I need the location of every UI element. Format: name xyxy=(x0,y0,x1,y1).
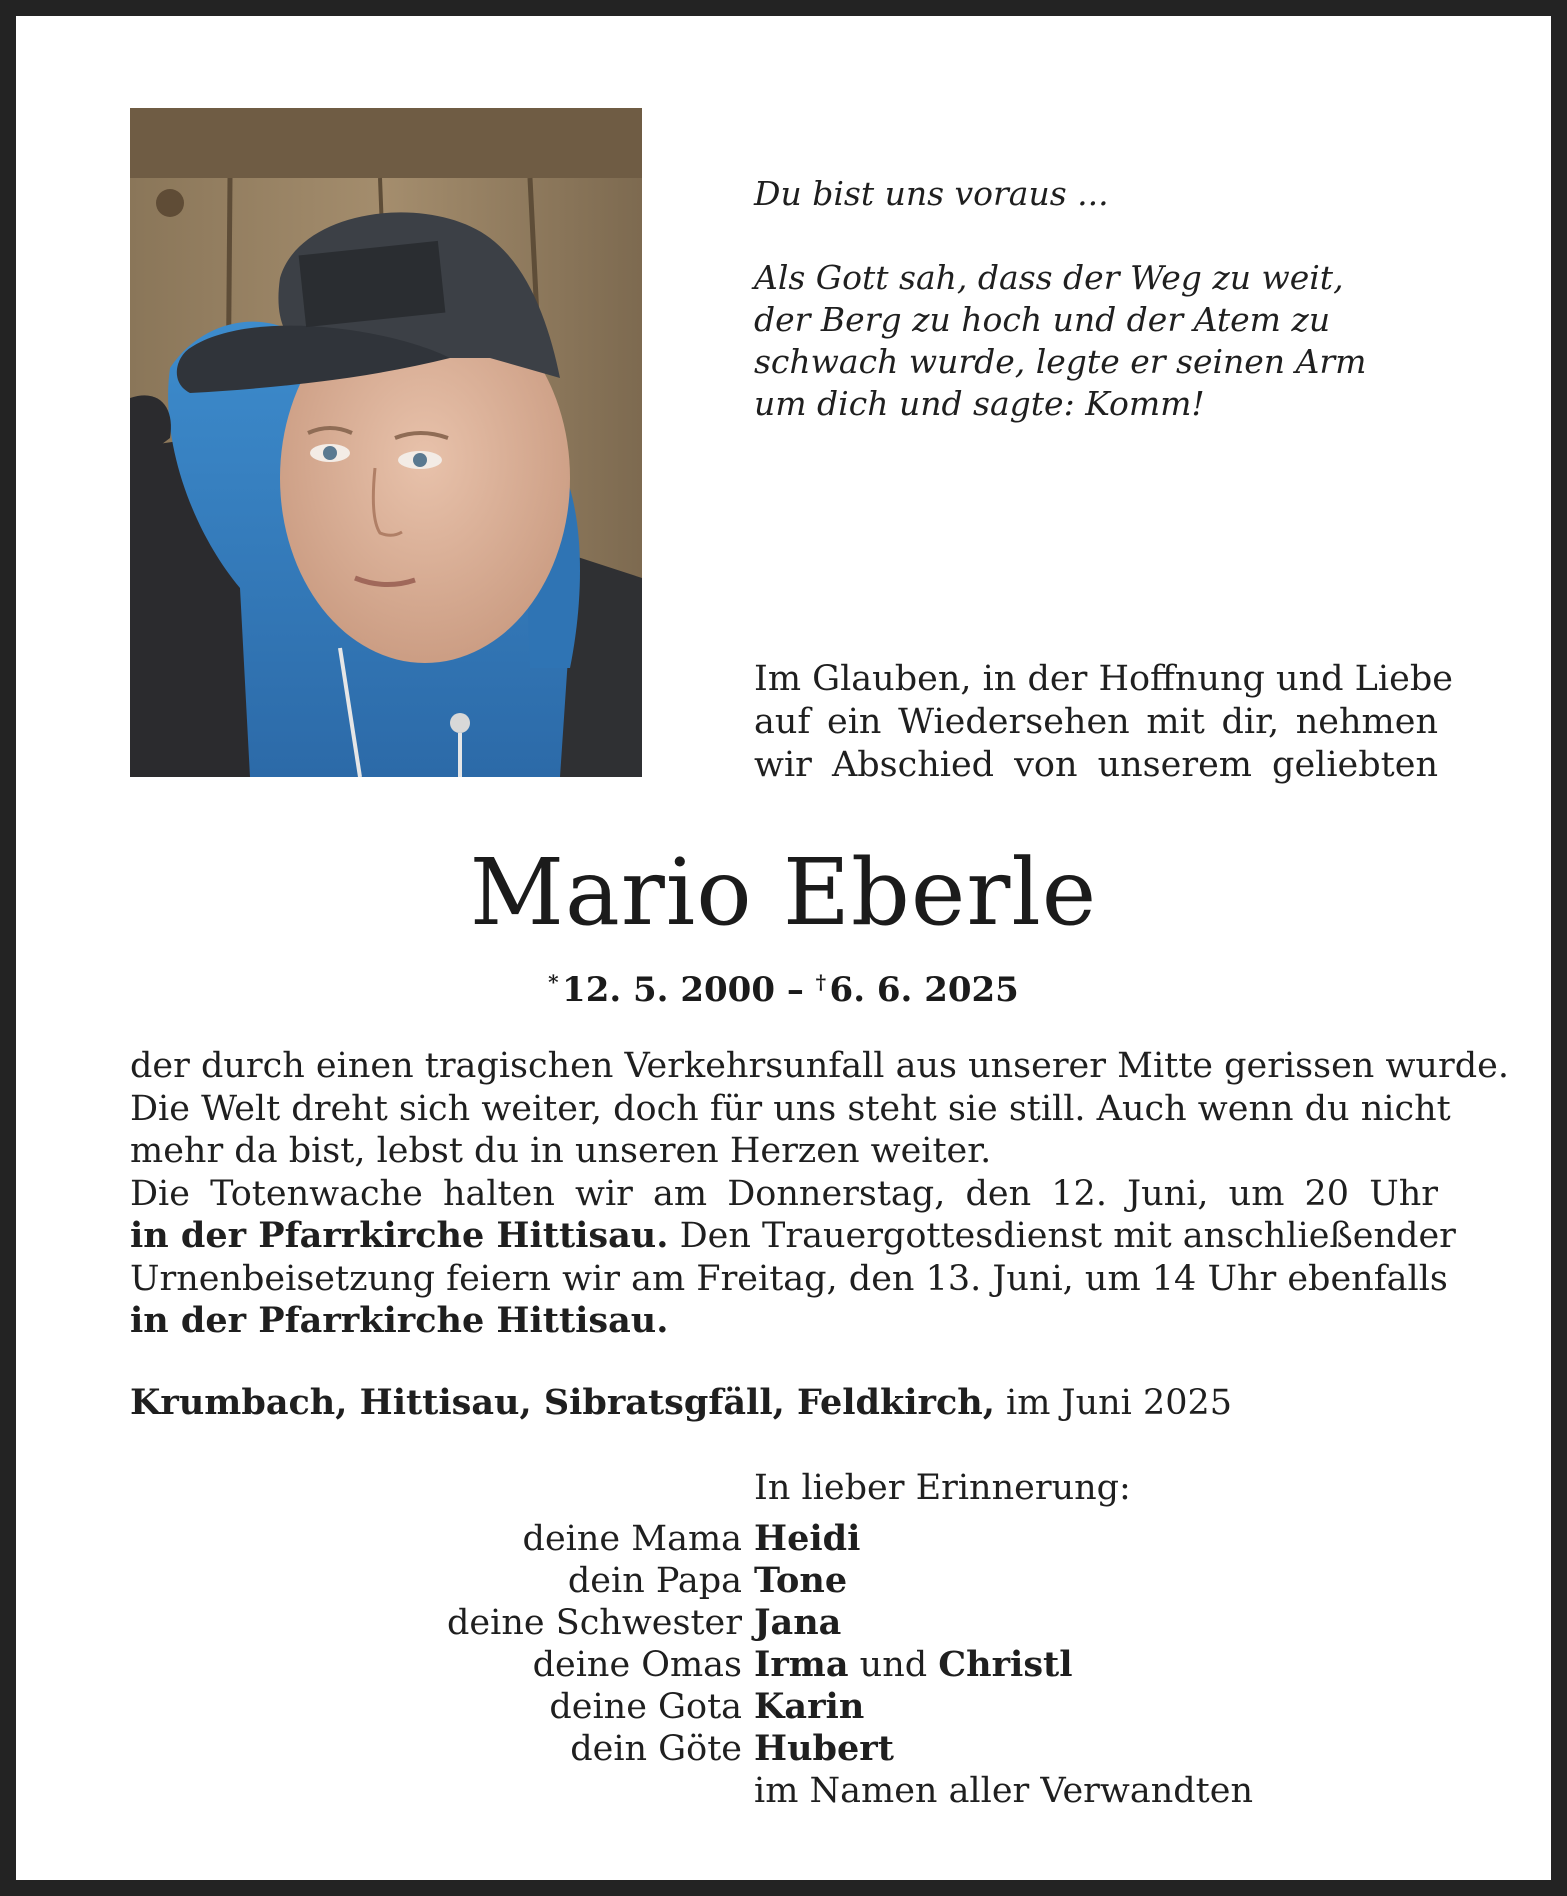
family-name: Irma xyxy=(754,1644,849,1685)
body-text xyxy=(130,1045,1509,1343)
birth-date: 12. 5. 2000 xyxy=(562,970,775,1010)
death-symbol: † xyxy=(815,970,827,994)
church-name: in der Pfarrkirche Hittisau. xyxy=(130,1300,669,1341)
relation: dein Papa xyxy=(567,1561,742,1601)
body-line: mehr da bist, lebst du in unseren Herzen weiter. xyxy=(130,1131,992,1171)
life-dates xyxy=(0,960,1567,1012)
body-line: Die Totenwache halten wir am Donnerstag, den 12. Juni, um 20 Uhr xyxy=(130,1173,1438,1214)
birth-symbol: * xyxy=(548,970,559,994)
family-list xyxy=(300,1518,1300,1812)
family-name: Jana xyxy=(754,1602,842,1643)
poem-line: um dich und sagte: Komm! xyxy=(754,384,1205,423)
relation: deine Gota xyxy=(549,1687,742,1727)
poem-line: schwach wurde, legte er seinen Arm xyxy=(754,342,1367,381)
poem-title: Du bist uns voraus ... xyxy=(754,174,1109,213)
body-line xyxy=(130,1300,1438,1343)
body-line xyxy=(130,1215,1456,1258)
family-name: Hubert xyxy=(754,1728,894,1769)
places: Krumbach, Hittisau, Sibratsgfäll, Feldkirch, xyxy=(130,1382,995,1423)
relation: deine Omas xyxy=(532,1645,742,1685)
family-name: Christl xyxy=(938,1644,1073,1685)
date-separator: – xyxy=(786,970,804,1010)
poem xyxy=(754,173,1474,425)
poem-line: der Berg zu hoch und der Atem zu xyxy=(754,300,1331,339)
portrait-illustration xyxy=(130,108,642,777)
family-name: Tone xyxy=(754,1560,848,1601)
poem-line: Als Gott sah, dass der Weg zu weit, xyxy=(754,258,1344,297)
joiner: und xyxy=(848,1645,939,1685)
intro-text xyxy=(754,658,1453,787)
family-row xyxy=(300,1728,1300,1770)
intro-line: wir Abschied von unserem geliebten xyxy=(754,745,1438,785)
family-name: Karin xyxy=(754,1686,865,1727)
month-year: im Juni 2025 xyxy=(994,1383,1233,1423)
deceased-name: Mario Eberle xyxy=(469,839,1098,946)
family-row xyxy=(300,1518,1300,1560)
body-line-rest: Den Trauergottesdienst mit anschließender xyxy=(668,1216,1456,1256)
intro-line: auf ein Wiedersehen mit dir, nehmen xyxy=(754,702,1438,742)
family-row xyxy=(300,1602,1300,1644)
relation: deine Schwester xyxy=(447,1603,742,1643)
memory-label: In lieber Erinnerung: xyxy=(754,1468,1131,1508)
family-row xyxy=(300,1644,1300,1686)
signoff: im Namen aller Verwandten xyxy=(754,1771,1253,1811)
body-line: der durch einen tragischen Verkehrsunfall aus unserer Mitte gerissen wurde. xyxy=(130,1046,1509,1086)
family-row xyxy=(300,1686,1300,1728)
portrait-photo xyxy=(130,108,642,777)
body-line: Die Welt dreht sich weiter, doch für uns steht sie still. Auch wenn du nicht xyxy=(130,1088,1451,1129)
intro-line: Im Glauben, in der Hoffnung und Liebe xyxy=(754,659,1453,699)
relation: deine Mama xyxy=(522,1519,742,1559)
body-line: Urnenbeisetzung feiern wir am Freitag, den 13. Juni, um 14 Uhr ebenfalls xyxy=(130,1258,1448,1299)
family-name: Heidi xyxy=(754,1518,861,1559)
death-date: 6. 6. 2025 xyxy=(829,970,1019,1010)
church-name: in der Pfarrkirche Hittisau. xyxy=(130,1215,669,1256)
family-row xyxy=(300,1560,1300,1602)
places-date xyxy=(130,1381,1232,1425)
relation: dein Göte xyxy=(570,1729,742,1769)
